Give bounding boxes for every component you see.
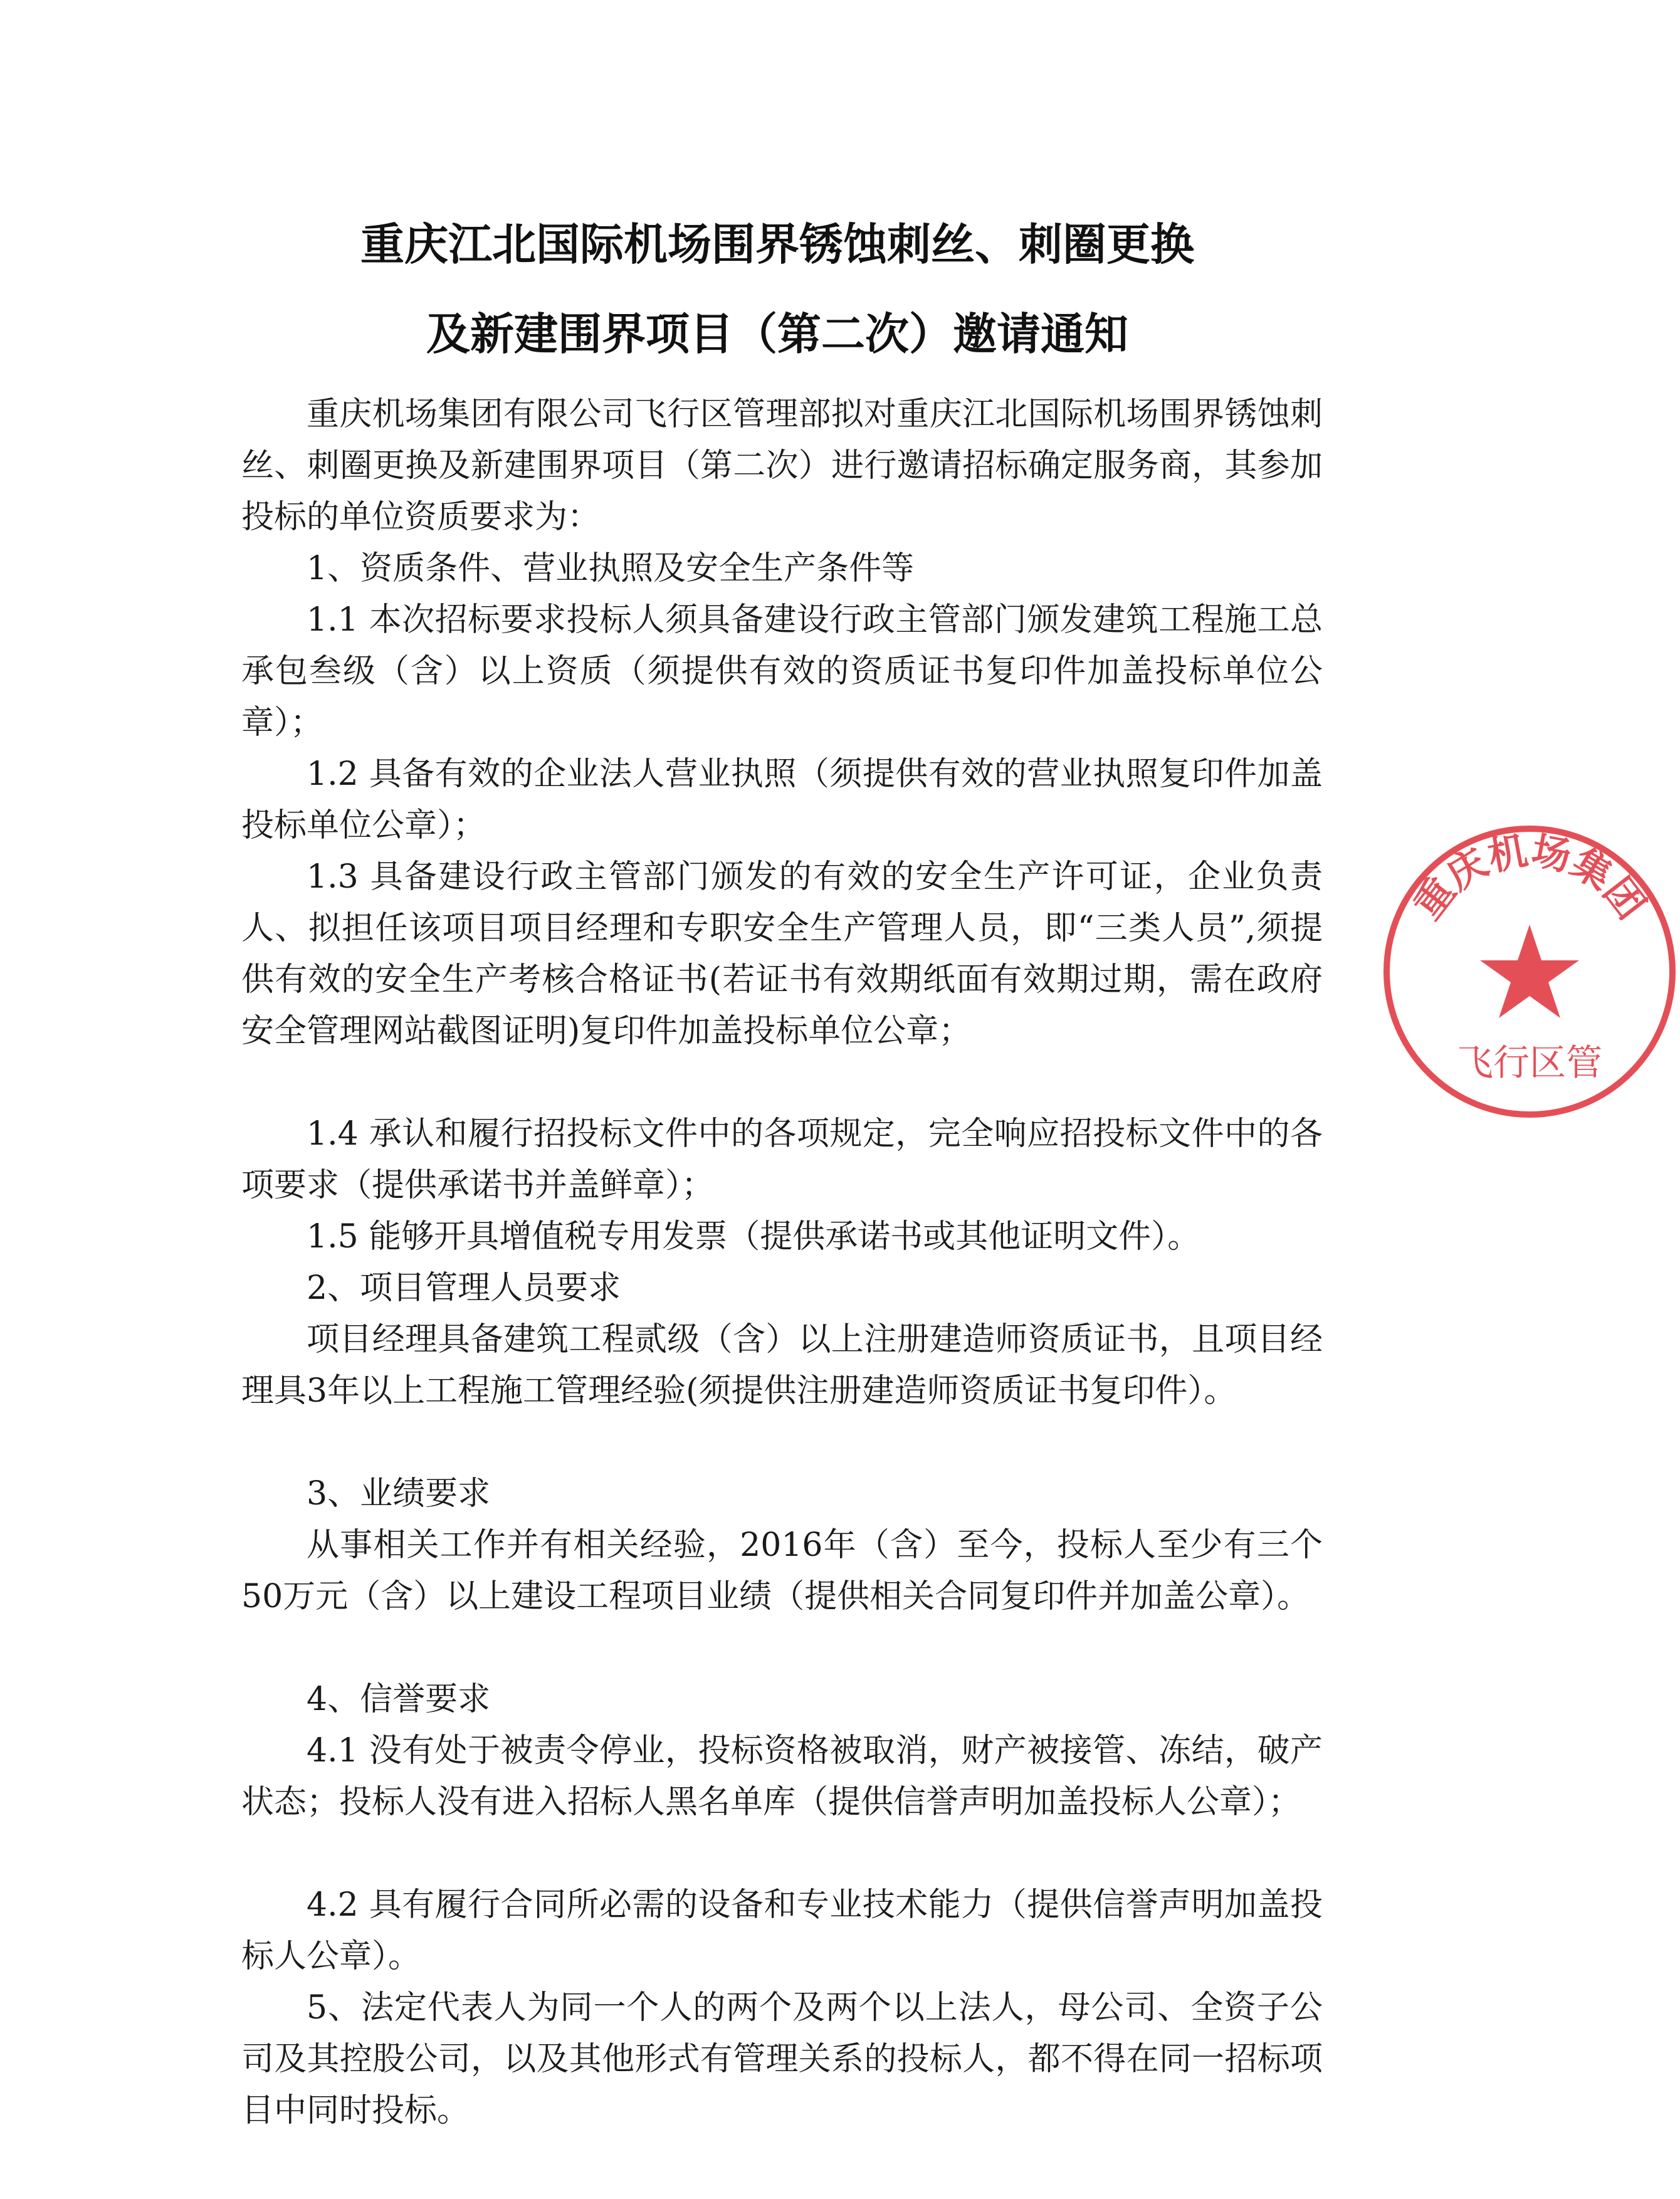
section-1-heading: 1、资质条件、营业执照及安全生产条件等 <box>307 550 915 587</box>
section-3-body: 从事相关工作并有相关经验，2016年（含）至今，投标人至少有三个50万元（含）以上建设工程项目业绩（提供相关合同复印件并加盖公章）。 <box>241 1526 1323 1615</box>
section-4-heading: 4、信誉要求 <box>307 1681 491 1718</box>
document-title-line-1: 重庆江北国际机场围界锈蚀刺丝、刺圈更换 <box>360 219 1194 270</box>
seal-text-top: 重庆机场集团 <box>1406 830 1653 928</box>
section-3-heading: 3、业绩要求 <box>307 1475 491 1513</box>
company-seal <box>1379 821 1680 1122</box>
item-1-2: 1.2 具备有效的企业法人营业执照（须提供有效的营业执照复印件加盖投标单位公章）； <box>241 755 1323 844</box>
item-1-5: 1.5 能够开具增值税专用发票（提供承诺书或其他证明文件）。 <box>307 1218 1200 1256</box>
section-5: 5、法定代表人为同一个人的两个及两个以上法人，母公司、全资子公司及其控股公司，以及其他形式有管理关系的投标人，都不得在同一招标项目中同时投标。 <box>241 1989 1323 2129</box>
item-1-4: 1.4 承认和履行招投标文件中的各项规定，完全响应招投标文件中的各项要求（提供承诺书并盖鲜章）； <box>241 1115 1323 1204</box>
seal-text-bottom: 飞行区管 <box>1456 1042 1603 1083</box>
section-2-body: 项目经理具备建筑工程贰级（含）以上注册建造师资质证书，且项目经理具3年以上工程施工管理经验(须提供注册建造师资质证书复印件）。 <box>241 1321 1323 1410</box>
item-4-1: 4.1 没有处于被责令停业，投标资格被取消，财产被接管、冻结，破产状态；投标人没有进入招标人黑名单库（提供信誉声明加盖投标人公章）； <box>241 1732 1323 1821</box>
seal-star-icon <box>1480 925 1579 1018</box>
item-1-3: 1.3 具备建设行政主管部门颁发的有效的安全生产许可证，企业负责人、拟担任该项目项目经理和专职安全生产管理人员，即“三类人员”,须提供有效的安全生产考核合格证书(若证书有效期纸面有效期过期，需在政府安全管理网站截图证明)复印件加盖投标单位公章； <box>241 858 1323 1050</box>
section-2-heading: 2、项目管理人员要求 <box>307 1269 621 1307</box>
item-4-2: 4.2 具有履行合同所必需的设备和专业技术能力（提供信誉声明加盖投标人公章）。 <box>241 1886 1323 1975</box>
document-title-line-2: 及新建围界项目（第二次）邀请通知 <box>426 308 1128 360</box>
intro-paragraph: 重庆机场集团有限公司飞行区管理部拟对重庆江北国际机场围界锈蚀刺丝、刺圈更换及新建围界项目（第二次）进行邀请招标确定服务商，其参加投标的单位资质要求为： <box>241 396 1323 536</box>
item-1-1: 1.1 本次招标要求投标人须具备建设行政主管部门颁发建筑工程施工总承包叁级（含）以上资质（须提供有效的资质证书复印件加盖投标单位公章）； <box>241 601 1323 742</box>
